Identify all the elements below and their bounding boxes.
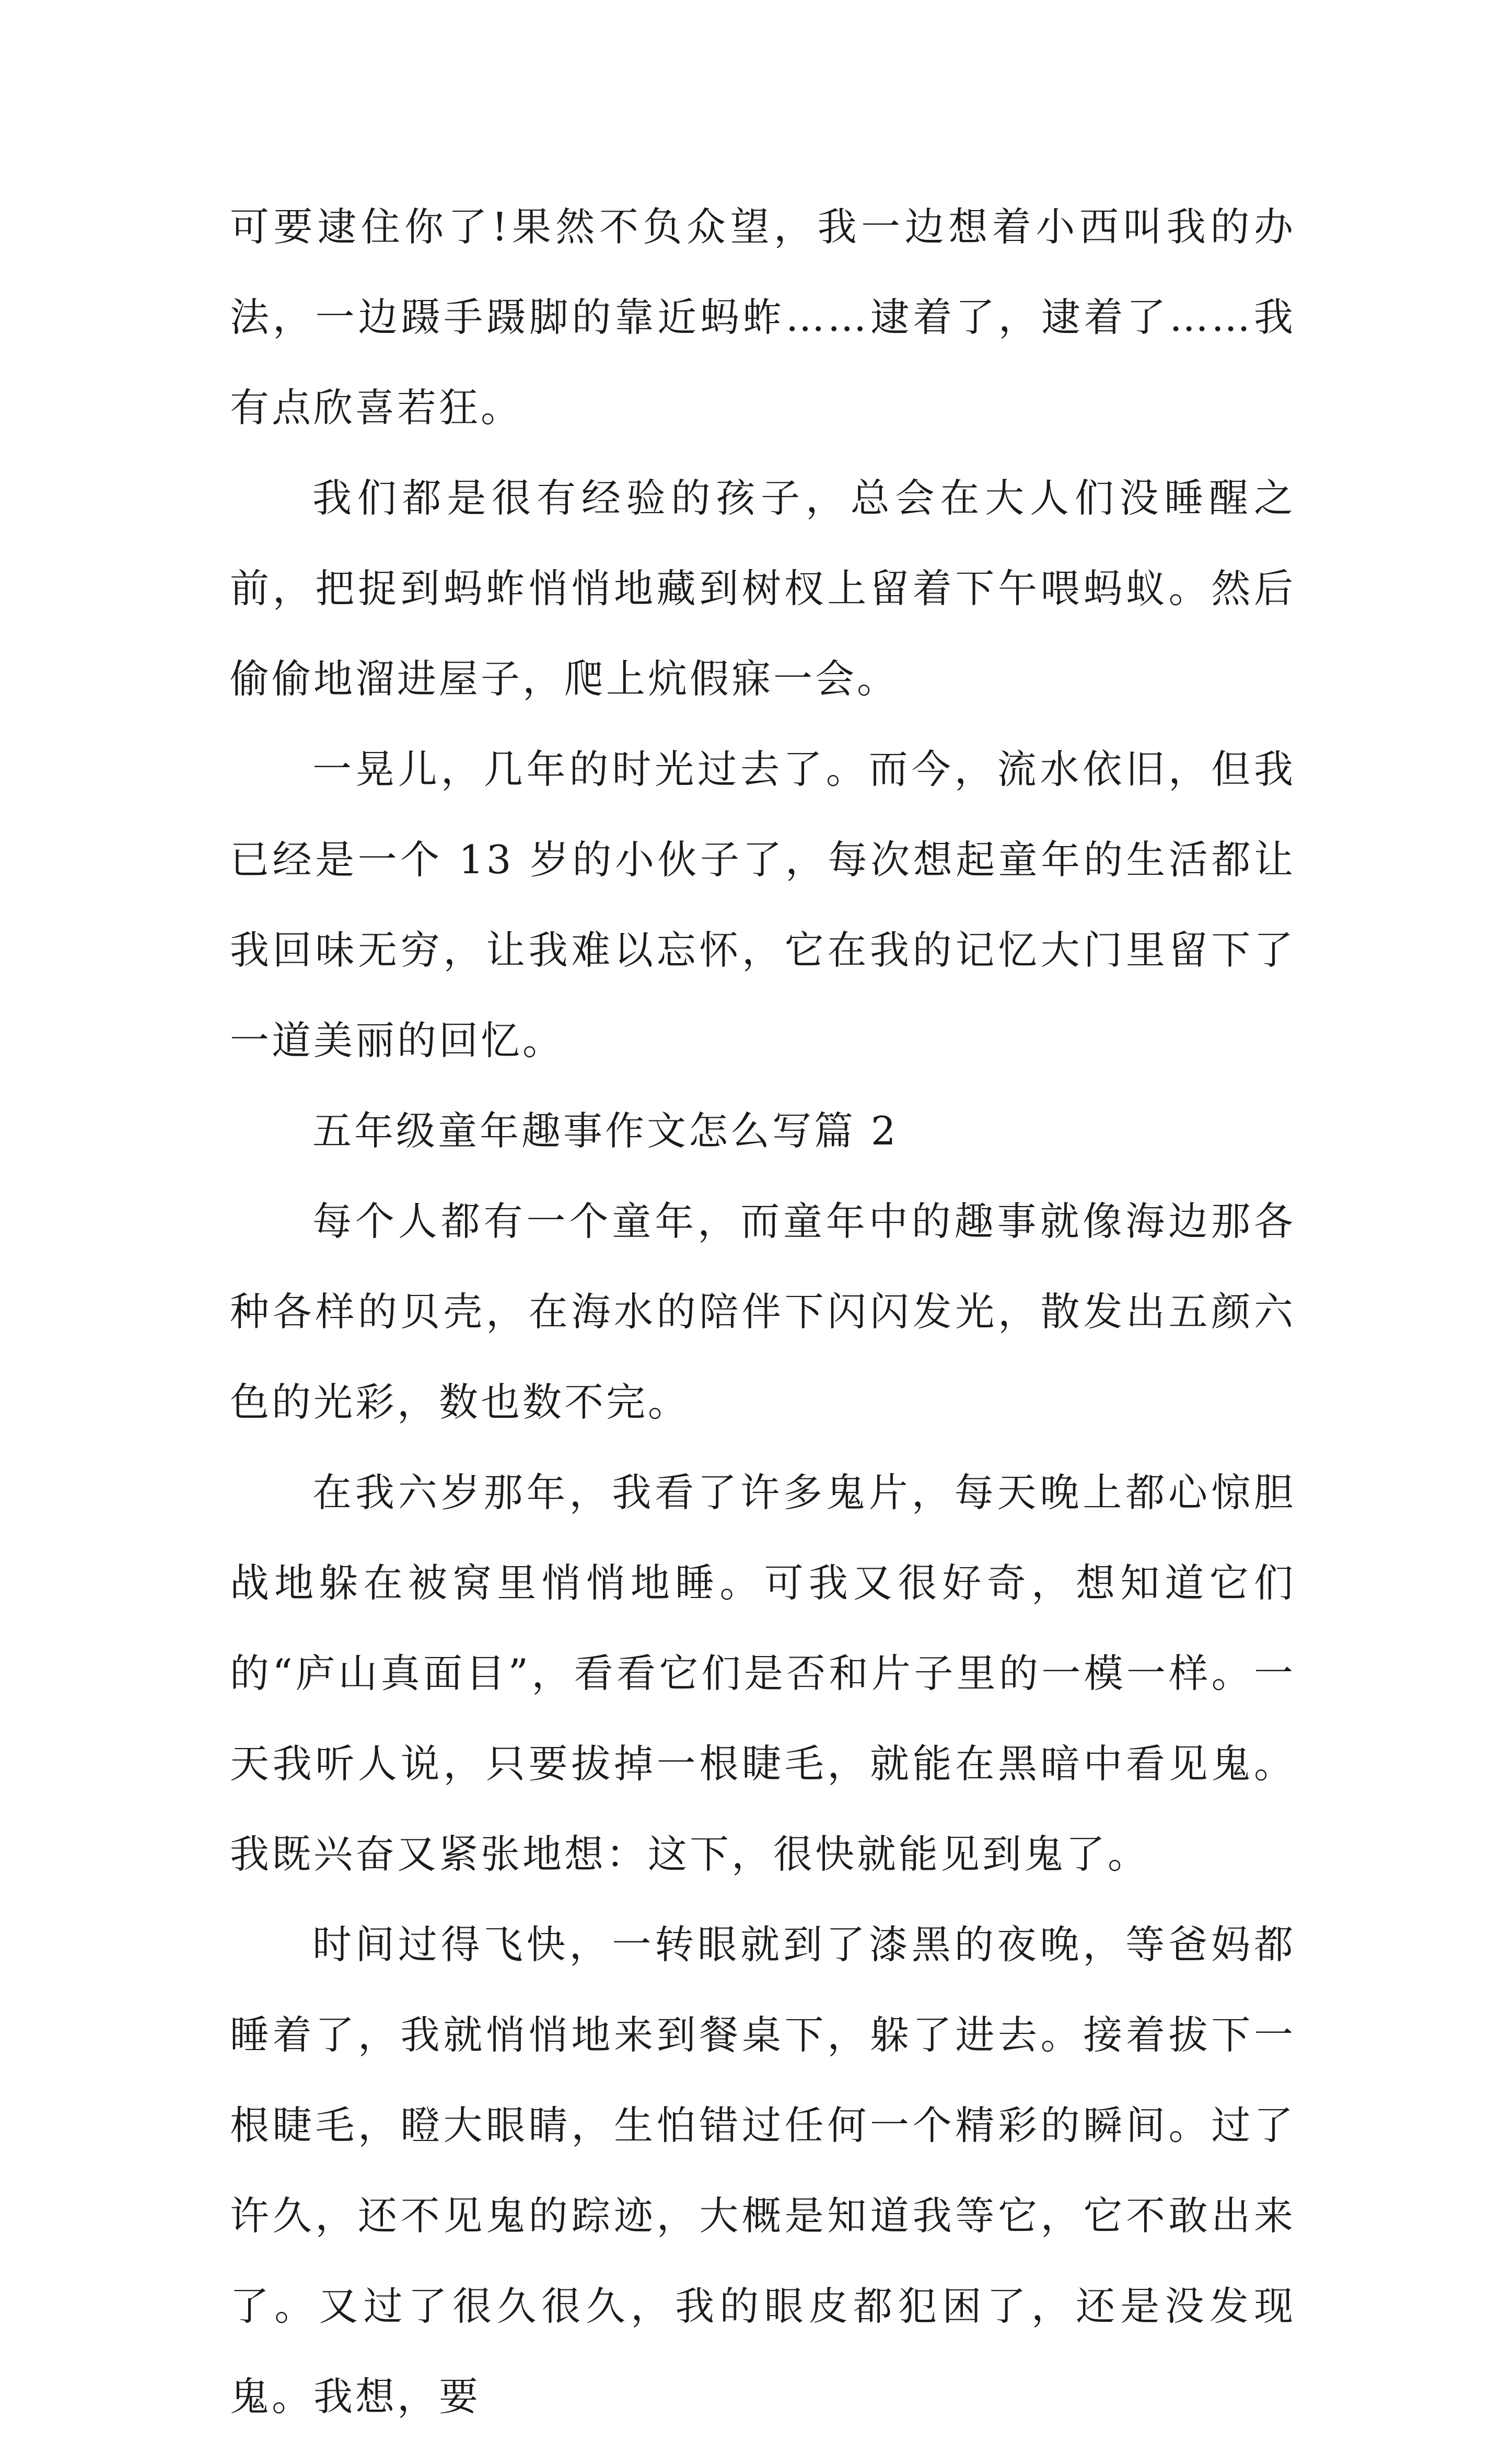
document-page bbox=[230, 182, 1296, 2442]
paragraph: 时间过得飞快，一转眼就到了漆黑的夜晚，等爸妈都睡着了，我就悄悄地来到餐桌下，躲了进去。接着拔下一根睫毛，瞪大眼睛，生怕错过任何一个精彩的瞬间。过了许久，还不见鬼的踪迹，大概是知道我等它，它不敢出来了。又过了很久很久，我的眼皮都犯困了，还是没发现鬼。我想，要 bbox=[230, 1922, 1296, 2420]
paragraph-continued: 可要逮住你了!果然不负众望，我一边想着小西叫我的办法，一边蹑手蹑脚的靠近蚂蚱……逮着了，逮着了……我有点欣喜若狂。 bbox=[230, 204, 1296, 431]
paragraph: 一晃儿，几年的时光过去了。而今，流水依旧，但我已经是一个 13 岁的小伙子了，每次想起童年的生活都让我回味无穷，让我难以忘怀，它在我的记忆大门里留下了一道美丽的回忆。 bbox=[230, 746, 1296, 1063]
section-heading: 五年级童年趣事作文怎么写篇 2 bbox=[312, 1108, 899, 1154]
paragraph: 在我六岁那年，我看了许多鬼片，每天晚上都心惊胆战地躲在被窝里悄悄地睡。可我又很好奇，想知道它们的“庐山真面目”，看看它们是否和片子里的一模一样。一天我听人说，只要拔掉一根睫毛，就能在黑暗中看见鬼。我既兴奋又紧张地想：这下，很快就能见到鬼了。 bbox=[230, 1469, 1296, 1877]
paragraph: 每个人都有一个童年，而童年中的趣事就像海边那各种各样的贝壳，在海水的陪伴下闪闪发光，散发出五颜六色的光彩，数也数不完。 bbox=[230, 1198, 1296, 1425]
paragraph: 我们都是很有经验的孩子，总会在大人们没睡醒之前，把捉到蚂蚱悄悄地藏到树杈上留着下午喂蚂蚁。然后偷偷地溜进屋子，爬上炕假寐一会。 bbox=[230, 475, 1296, 702]
